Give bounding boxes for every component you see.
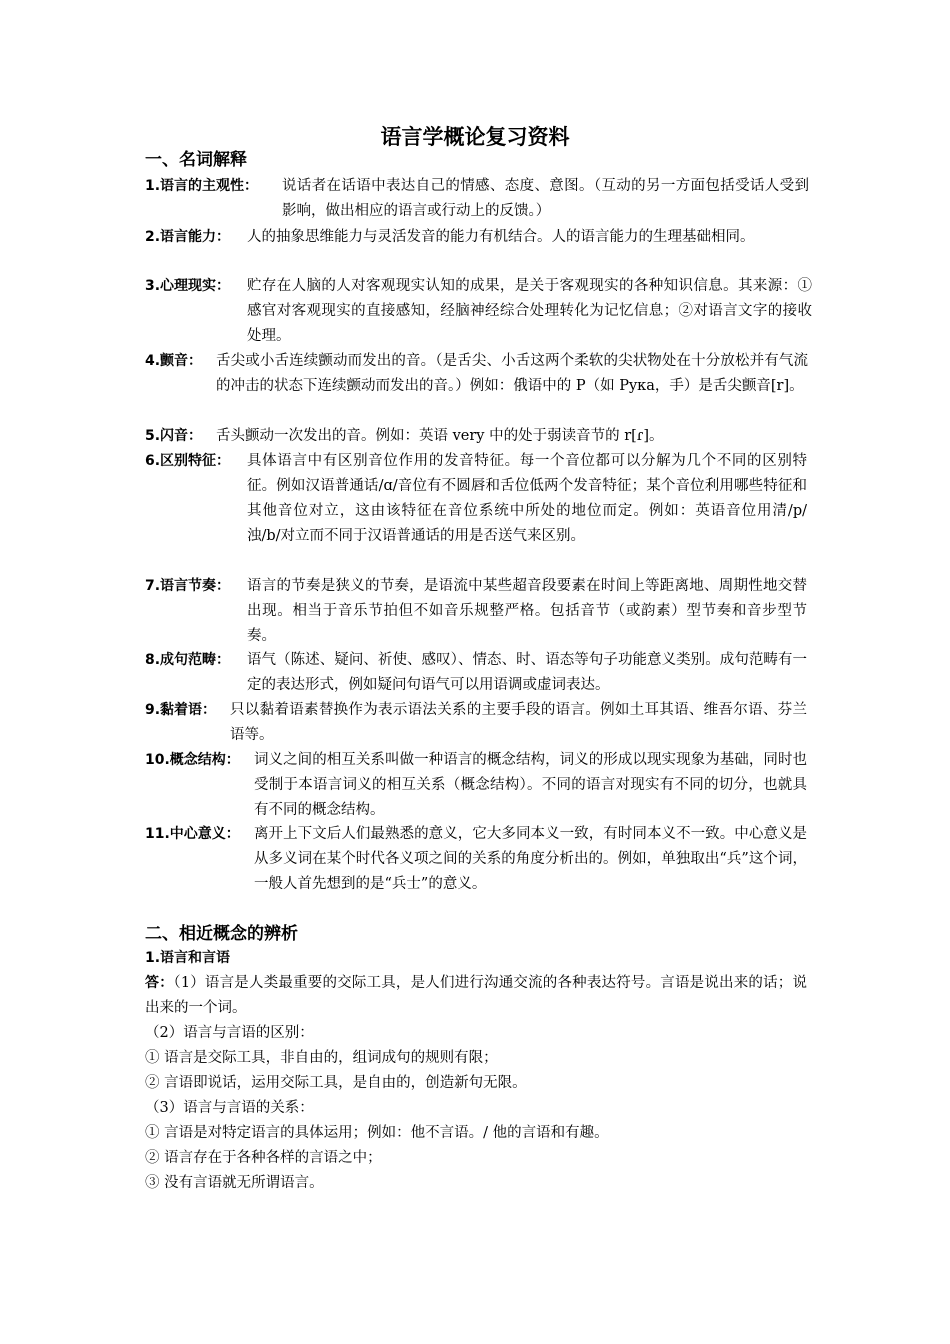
answer-line: ③ 没有言语就无所谓语言。 xyxy=(145,1175,324,1191)
answer-paragraph xyxy=(145,971,807,1021)
term-label: 7.语言节奏： xyxy=(145,578,231,594)
term-definition: 语言的节奏是狭义的节奏，是语流中某些超音段要素在时间上等距离地、周期性地交替出现。相当于音乐节拍但不如音乐规整严格。包括音节（或韵素）型节奏和音步型节奏。 xyxy=(247,578,807,644)
term-definition: 只以黏着语素替换作为表示语法关系的主要手段的语言。例如土耳其语、维吾尔语、芬兰语等。 xyxy=(230,702,807,743)
term-definition: 语气（陈述、疑问、祈使、感叹）、情态、时、语态等句子功能意义类别。成句范畴有一定的表达形式，例如疑问句语气可以用语调或虚词表达。 xyxy=(247,652,807,693)
section-heading-concepts: 二、相近概念的辨析 xyxy=(145,924,298,944)
term-label: 6.区别特征： xyxy=(145,453,231,469)
term-entry xyxy=(145,698,815,748)
term-entry xyxy=(145,574,815,649)
term-label: 10.概念结构： xyxy=(145,752,240,768)
term-definition: 舌头颤动一次发出的音。例如：英语 very 中的处于弱读音节的 r[ɾ]。 xyxy=(216,428,664,444)
answer-label: 答： xyxy=(145,975,174,991)
section-heading-terms: 一、名词解释 xyxy=(145,150,247,170)
page-title: 语言学概论复习资料 xyxy=(380,124,570,149)
term-entry xyxy=(145,225,815,250)
term-definition: 说话者在话语中表达自己的情感、态度、意图。（互动的另一方面包括受话人受到影响，做出相应的语言或行动上的反馈。） xyxy=(282,178,809,219)
term-label: 4.颤音： xyxy=(145,353,203,369)
term-label: 2.语言能力： xyxy=(145,229,231,245)
term-definition: 人的抽象思维能力与灵活发音的能力有机结合。人的语言能力的生理基础相同。 xyxy=(247,229,755,245)
term-entry xyxy=(145,349,815,399)
term-entry xyxy=(145,748,815,823)
term-label: 5.闪音： xyxy=(145,428,203,444)
term-label: 8.成句范畴： xyxy=(145,652,231,668)
answer-line: （3）语言与言语的关系： xyxy=(145,1100,314,1116)
term-definition: 舌尖或小舌连续颤动而发出的音。（是舌尖、小舌这两个柔软的尖状物处在十分放松并有气流的冲击的状态下连续颤动而发出的音。）例如：俄语中的 P（如 Pyка，手）是舌尖颤音[r]。 xyxy=(216,353,808,394)
term-definition: 具体语言中有区别音位作用的发音特征。每一个音位都可以分解为几个不同的区别特征。例如汉语普通话/ɑ/音位有不圆唇和舌位低两个发音特征；某个音位利用哪些特征和其他音位对立，这由该特征在音位系统中所处的地位而定。例如：英语音位用清/p/浊/b/对立而不同于汉语普通话的用是否送气来区别。 xyxy=(247,453,807,544)
term-entry xyxy=(145,449,815,549)
subheading: 1.语言和言语 xyxy=(145,950,231,966)
term-entry xyxy=(145,648,815,698)
term-definition: 贮存在人脑的人对客观现实认知的成果，是关于客观现实的各种知识信息。其来源：①感官对客观现实的直接感知，经脑神经综合处理转化为记忆信息；②对语言文字的接收处理。 xyxy=(247,278,812,344)
answer-line: ① 言语是对特定语言的具体运用；例如：他不言语。/ 他的言语和有趣。 xyxy=(145,1125,609,1141)
answer-line: ② 语言存在于各种各样的言语之中； xyxy=(145,1150,382,1166)
term-entry xyxy=(145,424,815,449)
term-entry xyxy=(145,274,815,349)
term-label: 3.心理现实： xyxy=(145,278,231,294)
term-definition: 离开上下文后人们最熟悉的意义，它大多同本义一致，有时同本义不一致。中心意义是从多义词在某个时代各义项之间的关系的角度分析出的。例如，单独取出“兵”这个词，一般人首先想到的是“兵士”的意义。 xyxy=(254,826,807,892)
answer-line: ① 语言是交际工具，非自由的，组词成句的规则有限； xyxy=(145,1050,498,1066)
term-label: 11.中心意义： xyxy=(145,826,240,842)
answer-line: ② 言语即说话，运用交际工具，是自由的，创造新句无限。 xyxy=(145,1075,527,1091)
term-label: 9.黏着语： xyxy=(145,702,217,718)
term-entry xyxy=(145,174,815,224)
term-entry xyxy=(145,822,815,897)
answer-text: （1）语言是人类最重要的交际工具，是人们进行沟通交流的各种表达符号。言语是说出来的话；说出来的一个词。 xyxy=(145,975,807,1016)
term-definition: 词义之间的相互关系叫做一种语言的概念结构，词义的形成以现实现象为基础，同时也受制于本语言词义的相互关系（概念结构）。不同的语言对现实有不同的切分，也就具有不同的概念结构。 xyxy=(254,752,807,818)
term-label: 1.语言的主观性： xyxy=(145,178,259,194)
answer-line: （2）语言与言语的区别： xyxy=(145,1025,314,1041)
